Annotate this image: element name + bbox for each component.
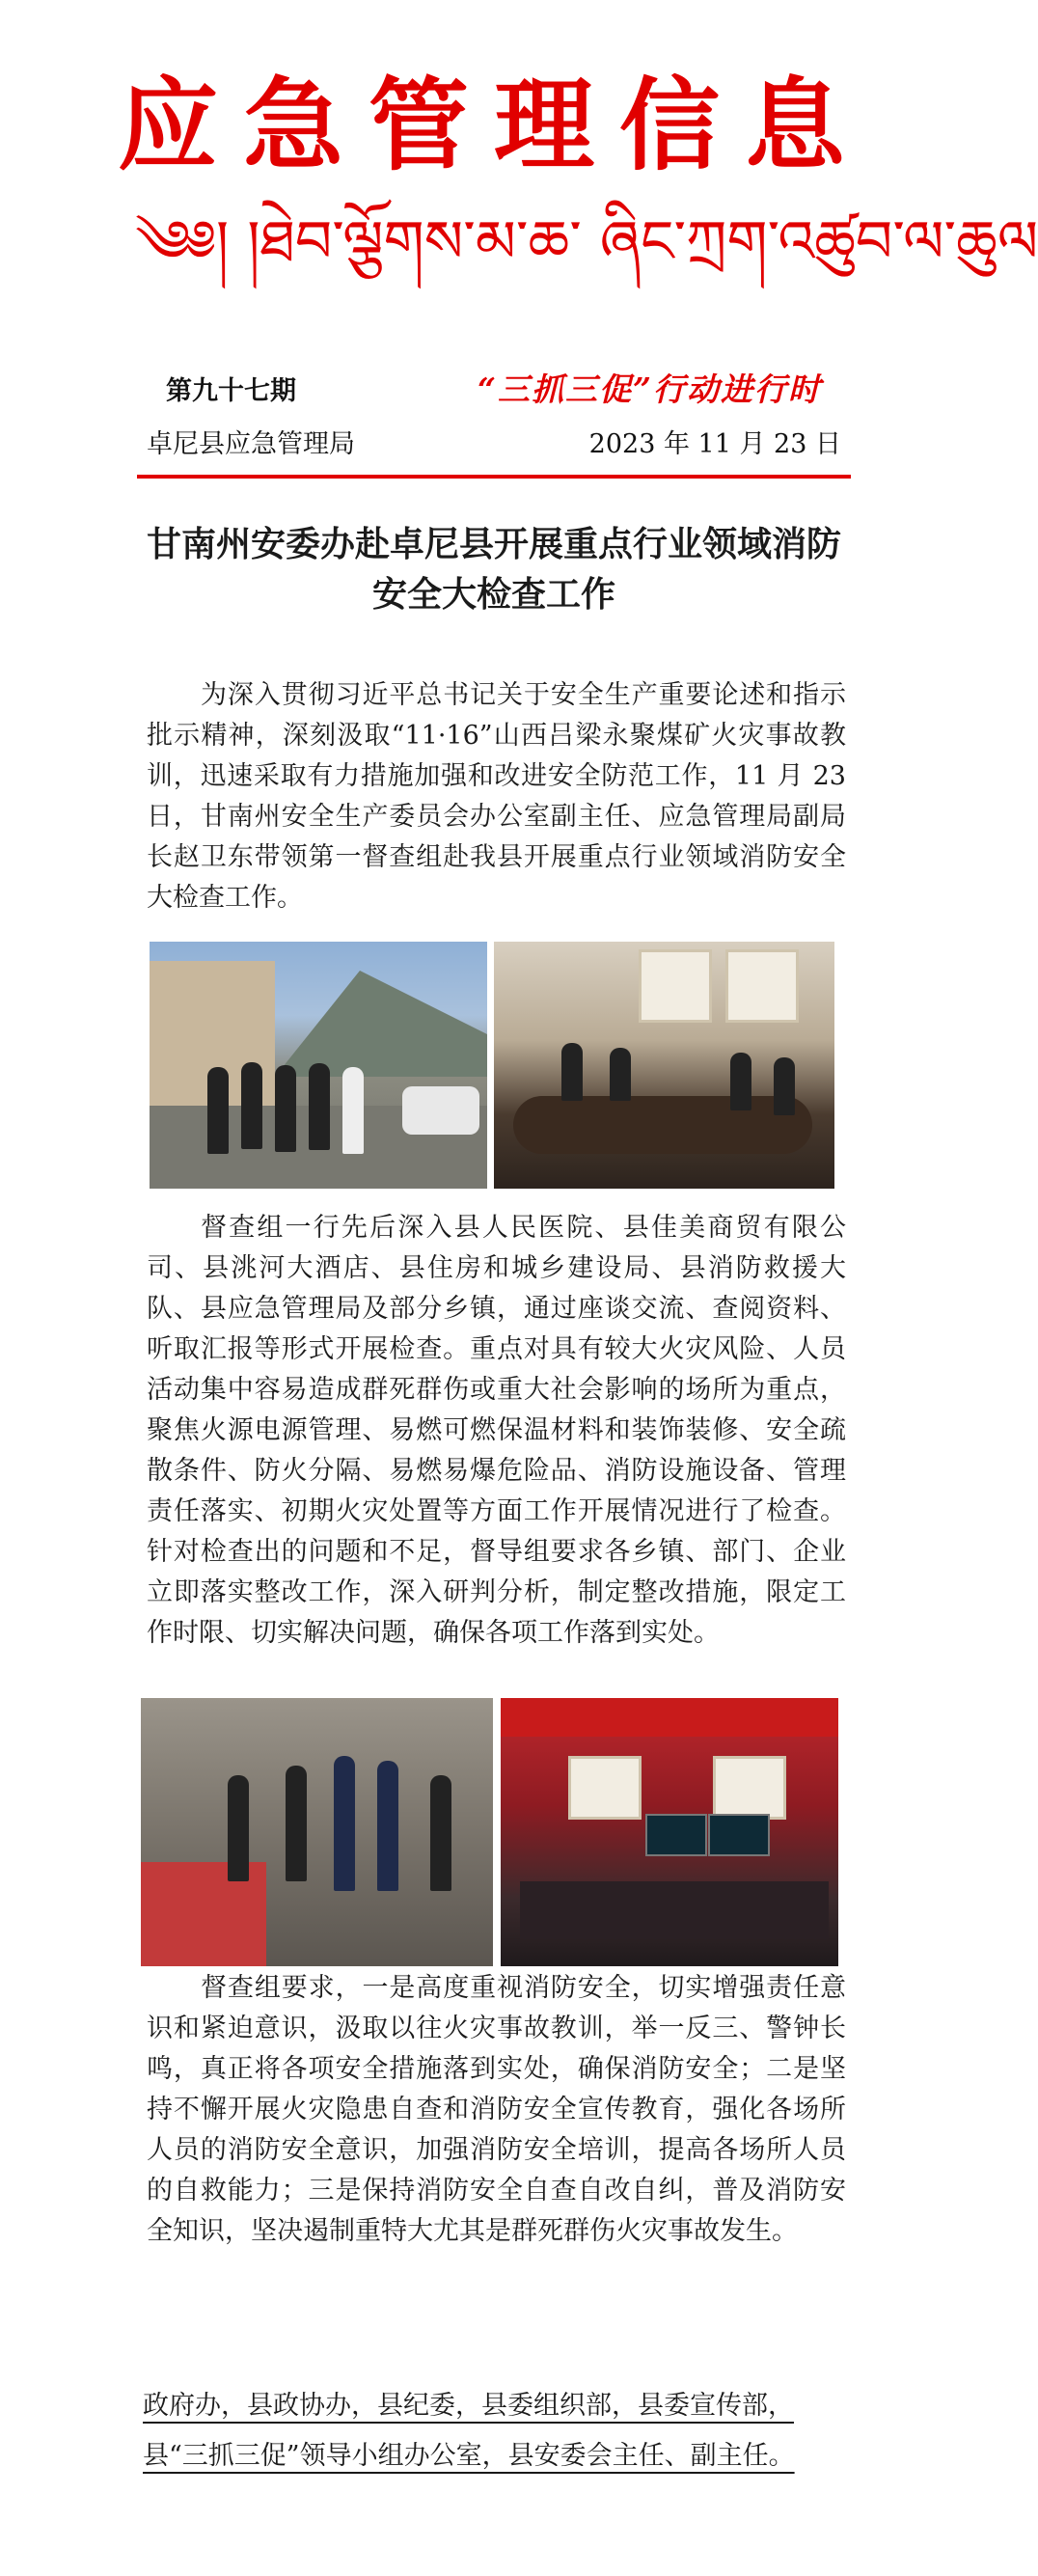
article-paragraph-3: 督查组要求，一是高度重视消防安全，切实增强责任意识和紧迫意识，汲取以往火灾事故教训，举一反三、警钟长鸣，真正将各项安全措施落到实处，确保消防安全；二是坚持不懈开展火灾隐患自查和消防安全宣传教育，强化各场所人员的消防安全意识，加强消防安全培训，提高各场所人员的自救能力；三是保持消防安全自查自改自纠，普及消防安全知识，坚决遏制重特大尤其是群死群伤火灾事故发生。	[147, 1973, 846, 2246]
slogan: “三抓三促”行动进行时	[478, 370, 822, 408]
distribution-text: 政府办，县政协办，县纪委，县委组织部，县委宣传部，县“三抓三促”领导小组办公室，县安委会主任、副主任。	[143, 2391, 795, 2471]
person	[430, 1775, 451, 1891]
person	[228, 1775, 249, 1881]
screen	[645, 1814, 707, 1856]
person	[561, 1043, 583, 1101]
person	[241, 1062, 262, 1149]
car	[402, 1086, 479, 1135]
window	[713, 1756, 786, 1820]
person	[730, 1053, 751, 1110]
mountain	[275, 971, 487, 1077]
meeting-table	[513, 1096, 812, 1154]
headline-line-1: 甘南州安委办赴卓尼县开展重点行业领域消防	[146, 524, 841, 564]
person	[286, 1766, 307, 1881]
distribution-list	[143, 2381, 847, 2481]
article-paragraph-2: 督查组一行先后深入县人民医院、县佳美商贸有限公司、县洮河大酒店、县住房和城乡建设局、县消防救援大队、县应急管理局及部分乡镇，通过座谈交流、查阅资料、听取汇报等形式开展检查。重点对具有较大火灾风险、人员活动集中容易造成群死群伤或重大社会影响的场所为重点，聚焦火源电源管理、易燃可燃保温材料和装饰装修、安全疏散条件、防火分隔、易燃易爆危险品、消防设施设备、管理责任落实、初期火灾处置等方面工作开展情况进行了检查。针对检查出的问题和不足，督导组要求各乡镇、部门、企业立即落实整改工作，深入研判分析，制定整改措施，限定工作时限、切实解决问题，确保各项工作落到实处。	[147, 1213, 846, 1648]
person	[342, 1067, 364, 1154]
person	[207, 1067, 229, 1154]
person	[774, 1057, 795, 1115]
photo-pump-room	[141, 1698, 493, 1966]
meeting-table	[520, 1881, 829, 1939]
screen	[708, 1814, 770, 1856]
photo-conference-hall	[501, 1698, 838, 1966]
window	[725, 949, 799, 1023]
person	[610, 1048, 631, 1101]
window	[568, 1756, 642, 1820]
masthead-title: 应急管理信息	[117, 66, 870, 184]
publish-date: 2023 年 11 月 23 日	[588, 429, 841, 459]
publisher: 卓尼县应急管理局	[147, 429, 355, 459]
article-paragraph-1: 为深入贯彻习近平总书记关于安全生产重要论述和指示批示精神，深刻汲取“11·16”山西吕梁永聚煤矿火灾事故教训，迅速采取有力措施加强和改进安全防范工作，11 月 23 日，甘南州安全生产委员会办公室副主任、应急管理局副局长赵卫东带领第一督查组赴我县开展重点行业领域消防安全大检查工作。	[147, 680, 846, 913]
person	[377, 1761, 398, 1891]
window	[639, 949, 712, 1023]
person	[309, 1063, 330, 1150]
person	[275, 1065, 296, 1152]
photo-site-inspection	[150, 942, 487, 1189]
red-banner	[501, 1698, 838, 1737]
photo-meeting-room	[494, 942, 834, 1189]
header-divider	[137, 475, 851, 479]
article-headline	[135, 519, 853, 619]
person	[334, 1756, 355, 1891]
issue-number: 第九十七期	[166, 376, 296, 406]
headline-line-2: 安全大检查工作	[371, 574, 615, 616]
masthead-tibetan: ༄༅། །ཐེབ་ལྕོགས་མ་ཆ་ ཞིང་ཀྲག་འཚུབ་ལ་ཆུལ	[135, 208, 1038, 276]
